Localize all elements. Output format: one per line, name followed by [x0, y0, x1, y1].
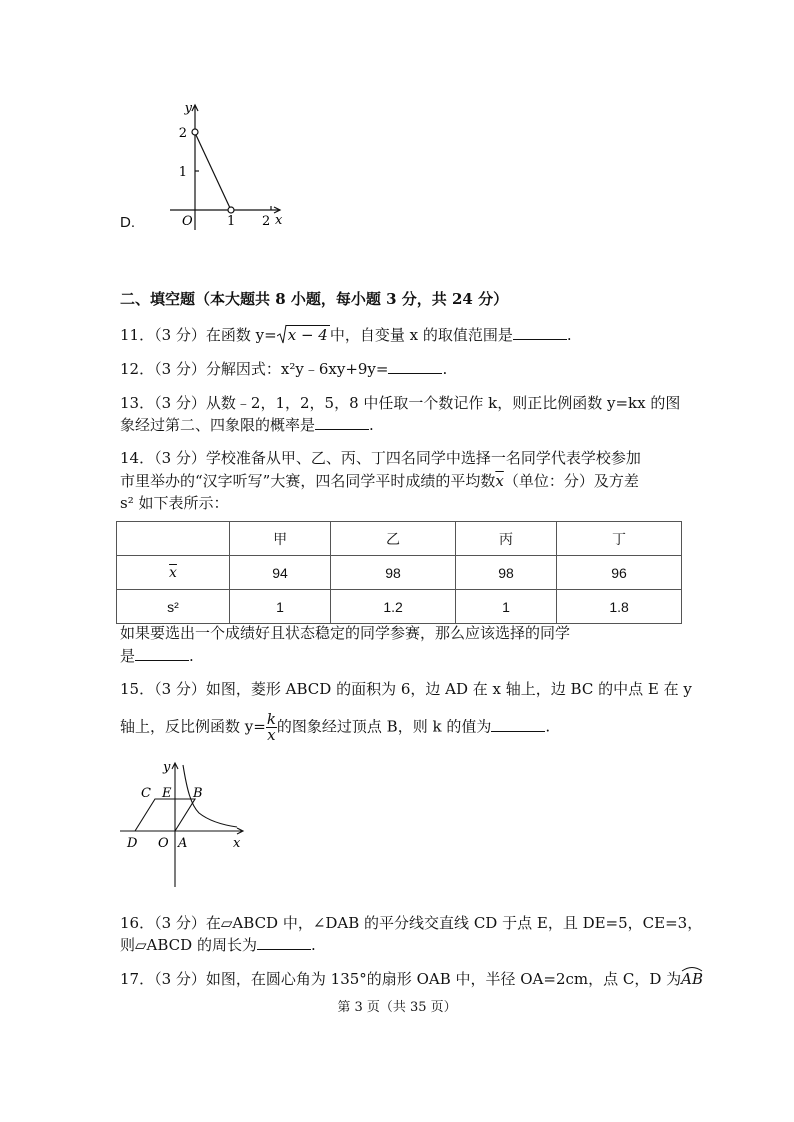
q11-radical: x − 4 [277, 324, 330, 346]
x-tick-label-1: 1 [227, 214, 236, 229]
question-14-line2 [120, 470, 680, 492]
table-cell: 98 [455, 556, 556, 590]
hyperbola-curve [183, 765, 237, 827]
q11-end: . [566, 326, 572, 344]
option-d-graph [150, 95, 300, 235]
table-header-cell: 丙 [455, 522, 556, 556]
arc-symbol-icon [681, 966, 703, 972]
table-cell: 1.2 [331, 590, 456, 624]
open-point-x1 [228, 207, 234, 213]
q14-line2-b: （单位：分）及方差 [503, 472, 639, 490]
origin-label: O [182, 214, 193, 229]
rhombus-abcd [135, 799, 195, 831]
q15-answer-blank[interactable] [491, 717, 545, 732]
y-tick-label-1: 1 [178, 165, 187, 180]
page-footer: 第 3 页（共 35 页） [337, 1000, 457, 1015]
table-cell: 1 [455, 590, 556, 624]
variance-row-label: s² [117, 590, 230, 624]
point-label-b: B [193, 786, 203, 801]
question-13-line1: 13．（3 分）从数﹣2，1，2，5，8 中任取一个数记作 k，则正比例函数 y=kx 的图 [120, 394, 681, 412]
table-cell: 94 [230, 556, 331, 590]
question-16-line1: 16．（3 分）在▱ABCD 中，∠DAB 的平分线交直线 CD 于点 E，且 DE=5，CE=3， [120, 914, 703, 932]
table-row [117, 556, 682, 590]
x-tick-label-2: 2 [262, 214, 271, 229]
y-axis-label: y [184, 101, 192, 116]
y-axis-label: y [163, 760, 171, 775]
open-point-y2 [192, 129, 198, 135]
question-14-after1: 如果要选出一个成绩好且状态稳定的同学参赛，那么应该选择的同学 [120, 624, 571, 642]
question-14-after2 [120, 645, 680, 667]
table-header-cell: 乙 [331, 522, 456, 556]
question-16-line2 [120, 934, 680, 956]
arc-ab: AB [681, 968, 703, 990]
q13-answer-blank[interactable] [315, 415, 369, 430]
q12-answer-blank[interactable] [388, 359, 442, 374]
x-axis-label: x [233, 836, 241, 851]
question-12 [120, 358, 680, 380]
score-table [116, 521, 682, 624]
q12-end: . [442, 360, 448, 378]
q15-line2-b: 的图象经过顶点 B，则 k 的值为 [276, 717, 492, 736]
q11-answer-blank[interactable] [513, 325, 567, 340]
radical-sign-icon [277, 324, 287, 344]
q16-end: . [310, 936, 316, 954]
q16-line2-text: 则▱ABCD 的周长为 [120, 936, 257, 954]
option-d-label: D. [120, 214, 135, 231]
mean-symbol: $\overline{x}$ [495, 472, 504, 490]
table-cell: 1 [230, 590, 331, 624]
q14-after2-text: 是 [120, 647, 136, 665]
q14-answer-blank[interactable] [135, 646, 189, 661]
table-cell: 1.8 [557, 590, 682, 624]
table-header-cell: 甲 [230, 522, 331, 556]
question-15-line2 [120, 712, 680, 743]
point-label-a: A [178, 836, 188, 851]
question-17-line1 [120, 968, 704, 990]
fraction-k-over-x: $\frac{k}{x}$ [266, 710, 276, 744]
section-title: 二、填空题（本大题共 8 小题，每小题 3 分，共 24 分） [120, 290, 509, 308]
point-label-d: D [127, 836, 138, 851]
q12-text: 12．（3 分）分解因式：x²y﹣6xy+9y= [120, 360, 389, 378]
q17-line1-text: 17．（3 分）如图，在圆心角为 135°的扇形 OAB 中，半径 OA=2cm，点 C，D 为 [120, 970, 682, 988]
q14-line2-a: 市里举办的“汉字听写”大赛，四名同学平时成绩的平均数 [120, 472, 496, 490]
x-axis-label: x [275, 213, 283, 228]
table-row [117, 522, 682, 556]
q16-answer-blank[interactable] [257, 935, 311, 950]
q13-line2-text: 象经过第二、四象限的概率是 [120, 416, 316, 434]
graph-segment [196, 135, 230, 208]
table-header-cell: 丁 [557, 522, 682, 556]
table-cell: 96 [557, 556, 682, 590]
mean-row-label: $\overline{x}$ [117, 556, 230, 590]
question-15-line1: 15．（3 分）如图，菱形 ABCD 的面积为 6，边 AD 在 x 轴上，边 BC 的中点 E 在 y [120, 680, 692, 698]
rhombus-figure [115, 755, 255, 890]
table-header-cell [117, 522, 230, 556]
question-11 [120, 324, 680, 346]
table-row [117, 590, 682, 624]
q11-prefix: 11．（3 分）在函数 y= [120, 326, 277, 344]
q15-end: . [545, 717, 551, 736]
question-14-line3: s² 如下表所示： [120, 494, 229, 512]
question-14-line1: 14．（3 分）学校准备从甲、乙、丙、丁四名同学中选择一名同学代表学校参加 [120, 449, 641, 467]
origin-label: O [158, 836, 169, 851]
q14-end: . [189, 647, 194, 665]
point-label-e: E [162, 786, 172, 801]
q13-end: . [369, 416, 374, 434]
question-13-line2 [120, 414, 680, 436]
table-cell: 98 [331, 556, 456, 590]
y-tick-label-2: 2 [178, 126, 187, 141]
point-label-c: C [141, 786, 151, 801]
q15-line2-a: 轴上，反比例函数 y= [120, 717, 266, 736]
q11-suffix: 中，自变量 x 的取值范围是 [329, 326, 513, 344]
